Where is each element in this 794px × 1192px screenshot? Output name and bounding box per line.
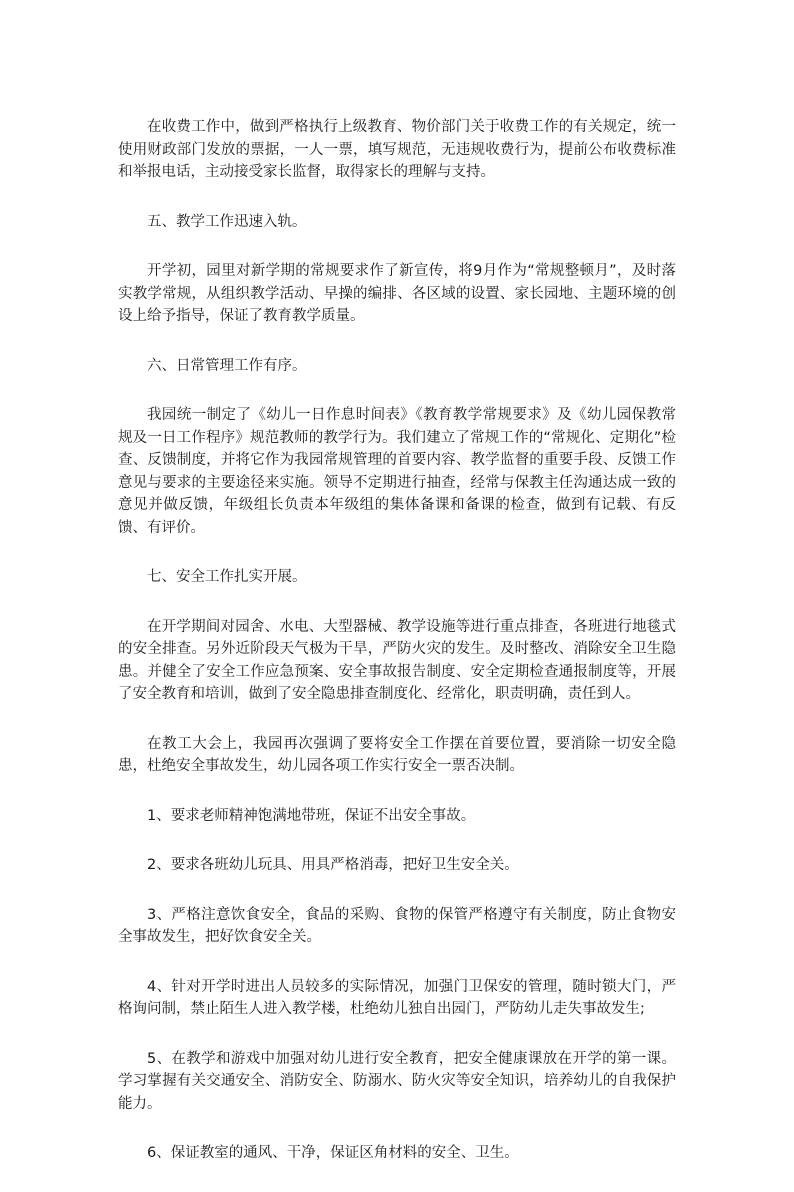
- paragraph-staff-meeting: 在教工大会上，我园再次强调了要将安全工作摆在首要位置，要消除一切安全隐患，杜绝安全事故发生，幼儿园各项工作实行安全一票否决制。: [118, 735, 676, 774]
- list-item-1: 1、要求老师精神饱满地带班，保证不出安全事故。: [147, 807, 476, 824]
- paragraph-fees: 在收费工作中，做到严格执行上级教育、物价部门关于收费工作的有关规定，统一使用财政部门发放的票据，一人一票，填写规范，无违规收费行为，提前公布收费标准和举报电话，主动接受家长监督，取得家长的理解与支持。: [118, 119, 676, 180]
- section-heading-teaching: 五、教学工作迅速入轨。: [147, 213, 307, 230]
- list-item-2: 2、要求各班幼儿玩具、用具严格消毒，把好卫生安全关。: [147, 857, 519, 873]
- section-heading-management: 六、日常管理工作有序。: [147, 357, 307, 374]
- section-heading-safety: 七、安全工作扎实开展。: [147, 569, 307, 585]
- paragraph-teaching: 开学初，园里对新学期的常规要求作了新宣传，将9月作为“常规整顿月”，及时落实教学常规，从组织教学活动、早操的编排、各区域的设置、家长园地、主题环境的创设上给予指导，保证了教育教学质量。: [118, 263, 676, 324]
- paragraph-management: 我园统一制定了《幼儿一日作息时间表》《教育教学常规要求》及《幼儿园保教常规及一日工作程序》规范教师的教学行为。我们建立了常规工作的“常规化、定期化”检查、反馈制度，并将它作为我园常规管理的首要内容、教学监督的重要手段、反馈工作意见与要求的主要途径来实施。领导不定期进行抽查，经常与保教主任沟通达成一致的意见并做反馈，年级组长负责本年级组的集体备课和备课的检查，做到有记载、有反馈、有评价。: [118, 407, 676, 536]
- document-body: [118, 116, 676, 1192]
- list-item-4: 4、针对开学时进出人员较多的实际情况，加强门卫保安的管理，随时锁大门，严格询问制，禁止陌生人进入教学楼，杜绝幼儿独自出园门，严防幼儿走失事故发生;: [118, 978, 676, 1017]
- list-item-5: 5、在教学和游戏中加强对幼儿进行安全教育，把安全健康课放在开学的第一课。学习掌握有关交通安全、消防安全、防溺水、防火灾等安全知识，培养幼儿的自我保护能力。: [118, 1050, 676, 1112]
- paragraph-safety-inspection: 在开学期间对园舍、水电、大型器械、教学设施等进行重点排查，各班进行地毯式的安全排查。另外近阶段天气极为干旱，严防火灾的发生。及时整改、消除安全卫生隐患。并健全了安全工作应急预案、安全事故报告制度、安全定期检查通报制度等，开展了安全教育和培训，做到了安全隐患排查制度化、经常化，职责明确，责任到人。: [118, 618, 676, 702]
- list-item-3: 3、严格注意饮食安全，食品的采购、食物的保管严格遵守有关制度，防止食物安全事故发生，把好饮食安全关。: [118, 906, 676, 945]
- list-item-6: 6、保证教室的通风、干净，保证区角材料的安全、卫生。: [147, 1145, 519, 1161]
